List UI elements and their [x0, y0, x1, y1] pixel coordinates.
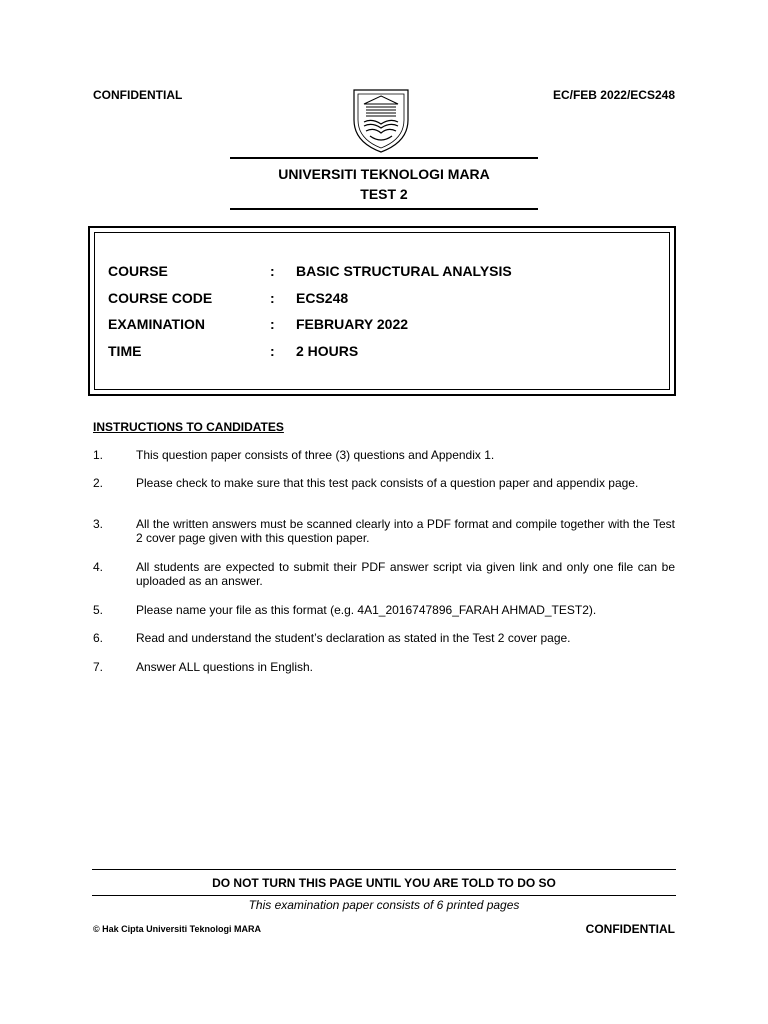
instruction-number: 5.	[93, 603, 104, 617]
course-value: BASIC STRUCTURAL ANALYSIS	[296, 263, 512, 279]
examination-value: FEBRUARY 2022	[296, 316, 409, 332]
course-code-value: ECS248	[296, 290, 349, 306]
course-details-box	[88, 226, 676, 396]
examination-separator: :	[270, 316, 275, 332]
instruction-item	[93, 517, 675, 545]
copyright-notice: © Hak Cipta Universiti Teknologi MARA	[93, 924, 261, 934]
time-label: TIME	[108, 343, 142, 359]
instruction-number: 2.	[93, 476, 104, 490]
footer-rule-top	[92, 869, 676, 870]
instruction-number: 7.	[93, 660, 104, 674]
course-code-separator: :	[270, 290, 275, 306]
header-exam-code: EC/FEB 2022/ECS248	[552, 88, 675, 102]
instruction-number: 1.	[93, 448, 104, 462]
title-rule-bottom	[230, 208, 538, 210]
instruction-item	[93, 603, 675, 617]
footer-confidential: CONFIDENTIAL	[585, 922, 675, 936]
printed-pages-note: This examination paper consists of 6 printed pages	[248, 898, 520, 912]
course-code-label: COURSE CODE	[108, 290, 213, 306]
instruction-text: This question paper consists of three (3) questions and Appendix 1.	[136, 448, 495, 462]
title-rule-top	[230, 157, 538, 159]
instruction-number: 6.	[93, 631, 104, 645]
university-crest-icon	[348, 84, 414, 156]
instruction-text: Answer ALL questions in English.	[136, 660, 313, 674]
do-not-turn-notice: DO NOT TURN THIS PAGE UNTIL YOU ARE TOLD TO DO SO	[212, 876, 556, 890]
course-label: COURSE	[108, 263, 168, 279]
instruction-text: Please name your file as this format (e.g. 4A1_2016747896_FARAH AHMAD_TEST2).	[136, 603, 597, 617]
instruction-item	[93, 660, 675, 674]
instruction-item	[93, 448, 675, 462]
instruction-text: Read and understand the student’s declaration as stated in the Test 2 cover page.	[136, 631, 571, 645]
time-separator: :	[270, 343, 275, 359]
instruction-text: All the written answers must be scanned clearly into a PDF format and compile together with the Test 2 cover page given with this question paper.	[136, 517, 675, 545]
course-separator: :	[270, 263, 275, 279]
instruction-item	[93, 476, 675, 490]
instruction-number: 4.	[93, 560, 104, 574]
instruction-text: Please check to make sure that this test pack consists of a question paper and appendix page.	[136, 476, 639, 490]
instruction-number: 3.	[93, 517, 104, 531]
header-confidential: CONFIDENTIAL	[93, 88, 183, 102]
university-name: UNIVERSITI TEKNOLOGI MARA	[278, 166, 490, 182]
examination-label: EXAMINATION	[108, 316, 205, 332]
time-value: 2 HOURS	[296, 343, 359, 359]
course-details-inner-border	[94, 232, 670, 390]
instruction-item	[93, 560, 675, 588]
footer-rule-bottom	[92, 895, 676, 896]
instruction-text: All students are expected to submit their PDF answer script via given link and only one file can be uploaded as an answer.	[136, 560, 675, 588]
instructions-heading: INSTRUCTIONS TO CANDIDATES	[93, 420, 284, 434]
test-title: TEST 2	[360, 186, 408, 202]
instruction-item	[93, 631, 675, 645]
